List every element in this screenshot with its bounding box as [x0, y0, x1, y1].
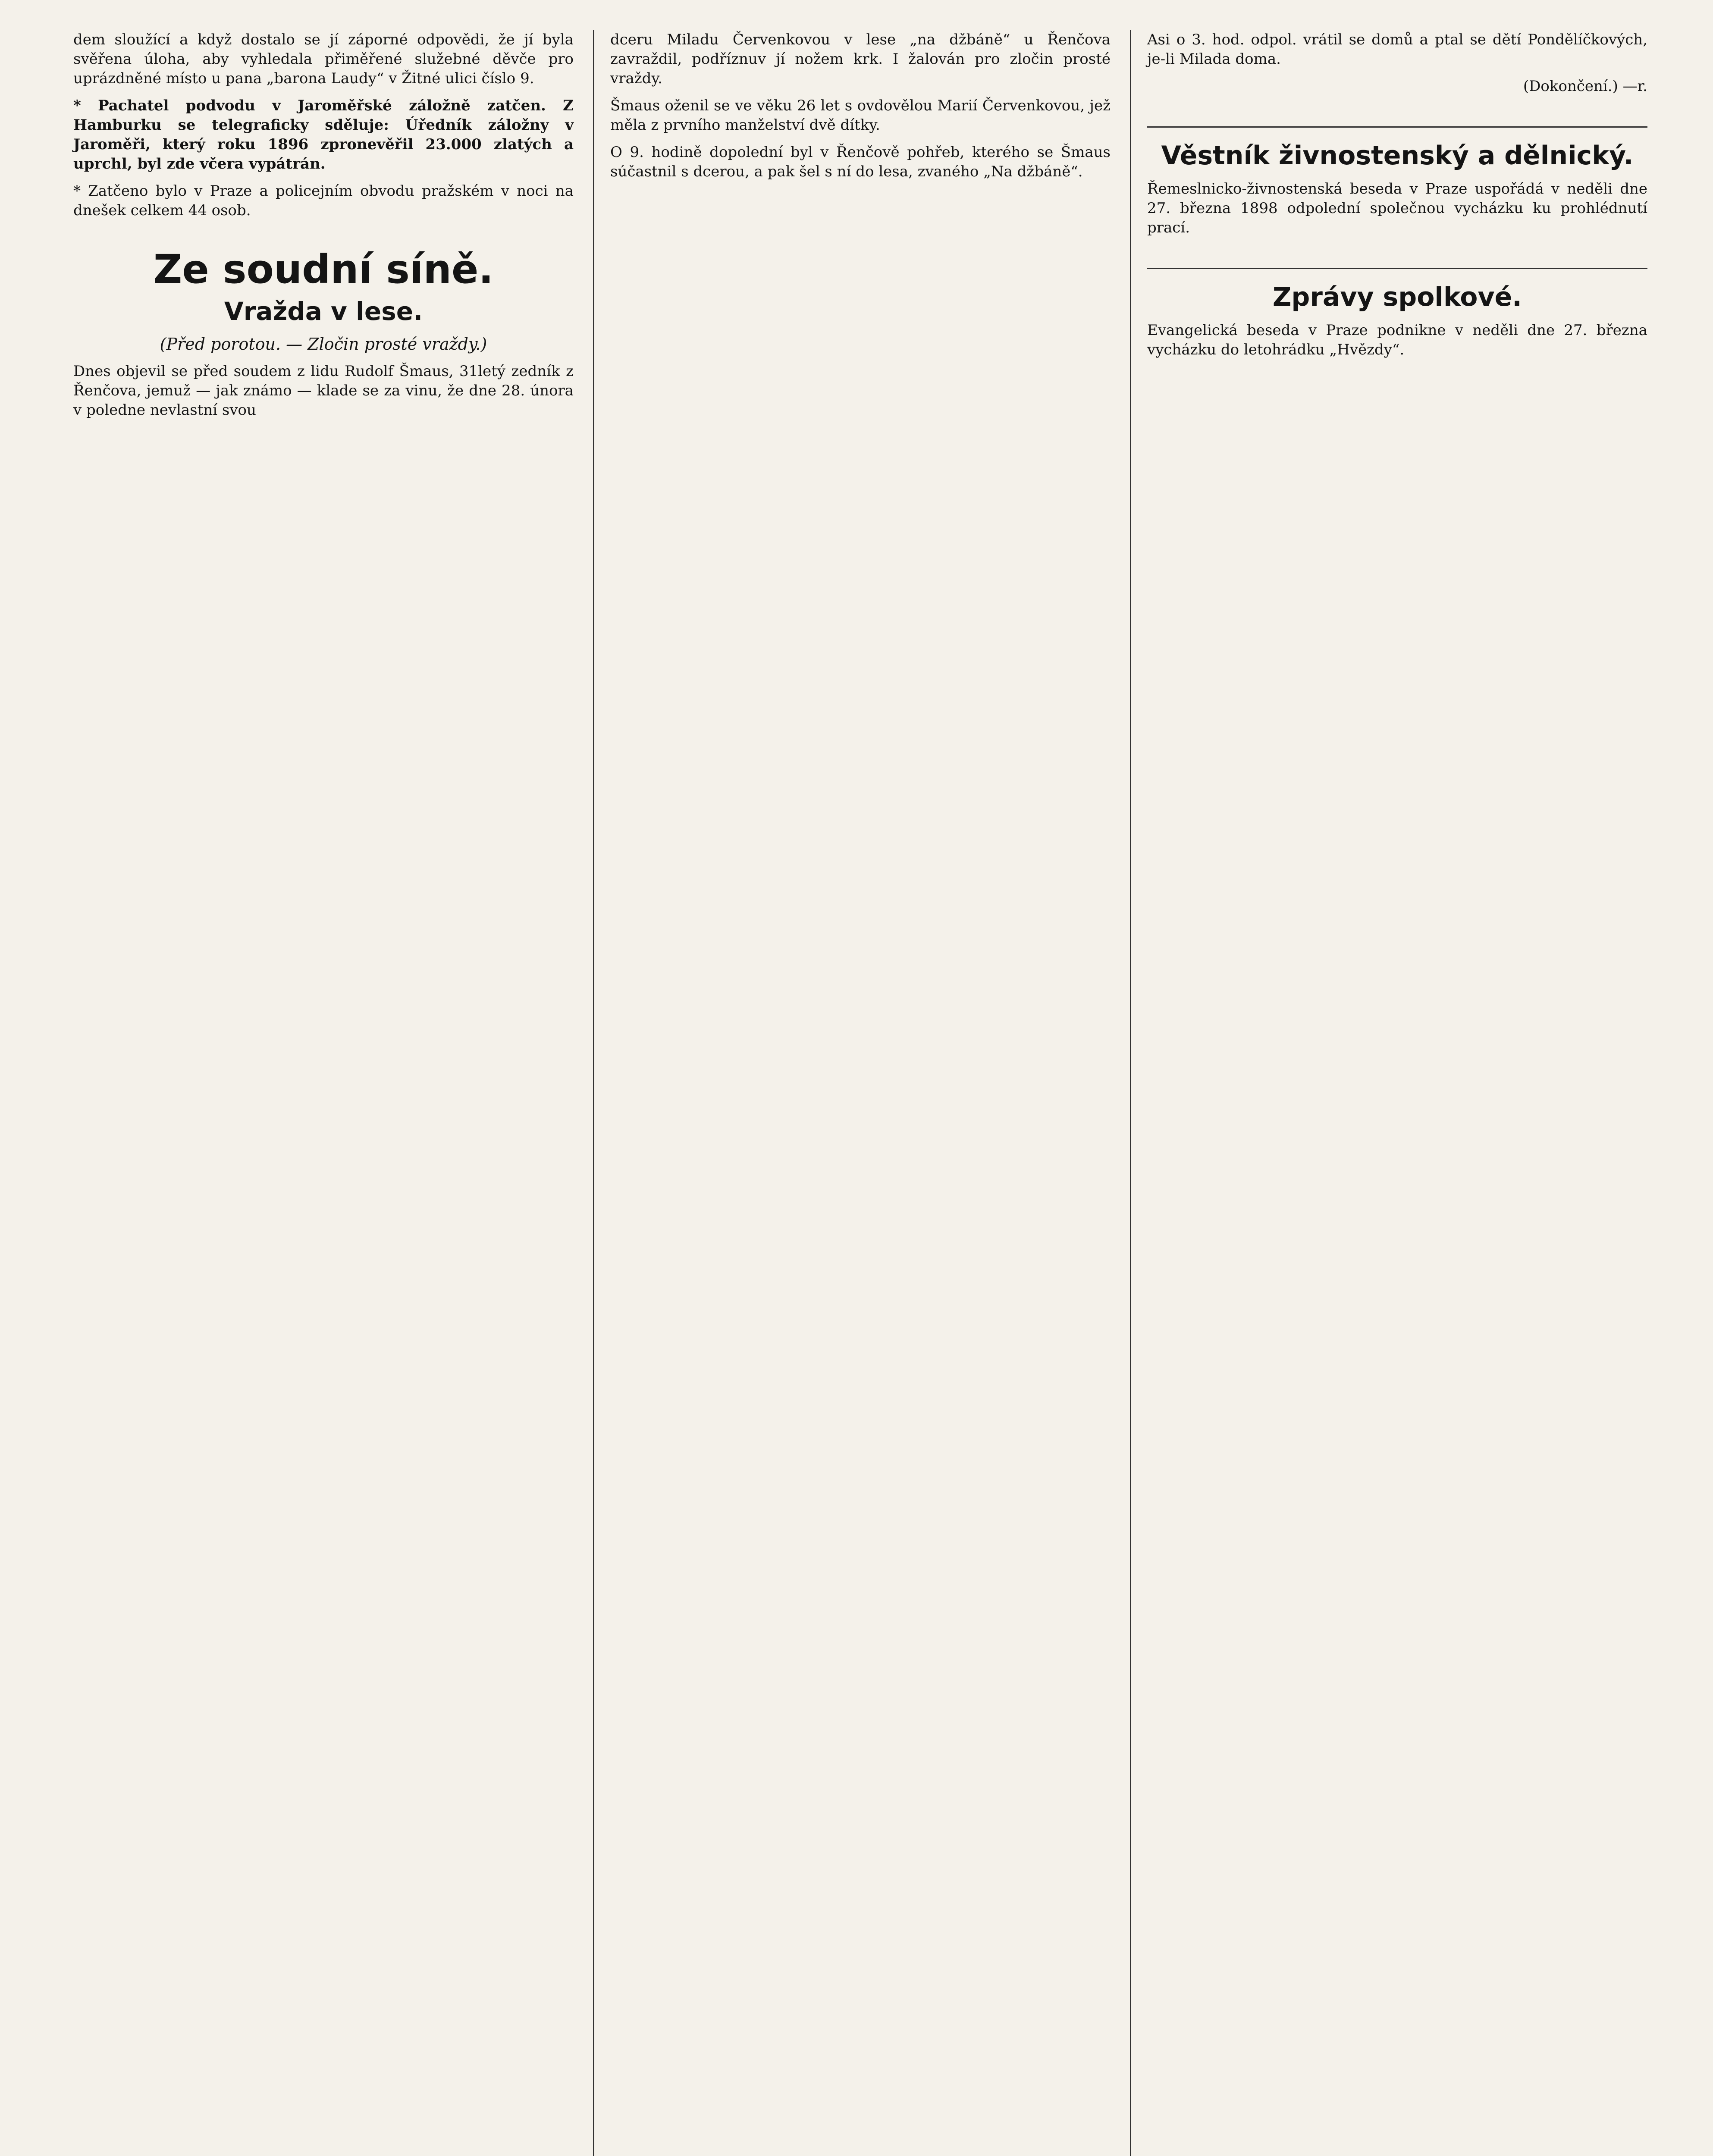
- notice: Evangelická beseda v Praze podnikne v neděli dne 27. března vycházku do letohrádku „Hvězdy“.: [1147, 322, 1647, 358]
- section-heading: Zprávy spolkové.: [1147, 268, 1647, 312]
- notice: Řemeslnicko-živnostenská beseda v Praze uspořádá v neděli dne 27. března 1898 odpolední společnou vycházku ku prohlédnutí prací.: [1147, 180, 1647, 236]
- article-signature: (Dokončení.) —r.: [1523, 78, 1647, 95]
- news-item: * Zatčeno bylo v Praze a policejním obvodu pražském v noci na dnešek celkem 44 osob.: [73, 182, 574, 219]
- column-2: [610, 30, 1111, 189]
- article-paragraph: dceru Miladu Červenkovou v lese „na džbáně“ u Řenčova zavraždil, podříznuv jí nožem krk. I žalován pro zločin prosté vraždy.: [610, 31, 1111, 87]
- article-paragraph: O 9. hodině dopolední byl v Řenčově pohřeb, kterého se Šmaus súčastnil s dcerou, a pak šel s ní do lesa, zvaného „Na džbáně“.: [610, 144, 1111, 180]
- column-1: [73, 30, 574, 428]
- news-item: * Pachatel podvodu v Jaroměřské záložně zatčen. Z Hamburku se telegraficky sděluje: Úředník záložny v Jaroměři, který roku 1896 zpronevěřil 23.000 zlatých a uprchl, byl zde včera vypátrán.: [73, 97, 574, 172]
- column-rule: [1130, 30, 1131, 2156]
- article-paragraph: dem sloužící a když dostalo se jí záporné odpovědi, že jí byla svěřena úloha, aby vyhledala přiměřené služebné děvče pro uprázdněné místo u pana „barona Laudy“ v Žitné ulici číslo 9.: [73, 31, 574, 87]
- section-heading: Věstník živnostenský a dělnický.: [1147, 126, 1647, 171]
- article-paragraph: Asi o 3. hod. odpol. vrátil se domů a ptal se dětí Pondělíčkových, je-li Milada doma.: [1147, 31, 1647, 68]
- section-headline: Ze soudní síně.: [153, 246, 494, 292]
- article-paragraph: Dnes objevil se před soudem z lidu Rudolf Šmaus, 31letý zedník z Řenčova, jemuž — jak známo — klade se za vinu, že dne 28. února v poledne nevlastní svou: [73, 363, 574, 419]
- column-rule: [593, 30, 594, 2156]
- article-kicker: (Před porotou. — Zločin prosté vraždy.): [160, 335, 487, 354]
- newspaper-page: [73, 30, 1647, 2156]
- column-3: [1147, 30, 1647, 367]
- article-title: Vražda v lese.: [224, 297, 423, 326]
- article-paragraph: Šmaus oženil se ve věku 26 let s ovdovělou Marií Červenkovou, jež měla z prvního manželství dvě dítky.: [610, 97, 1111, 134]
